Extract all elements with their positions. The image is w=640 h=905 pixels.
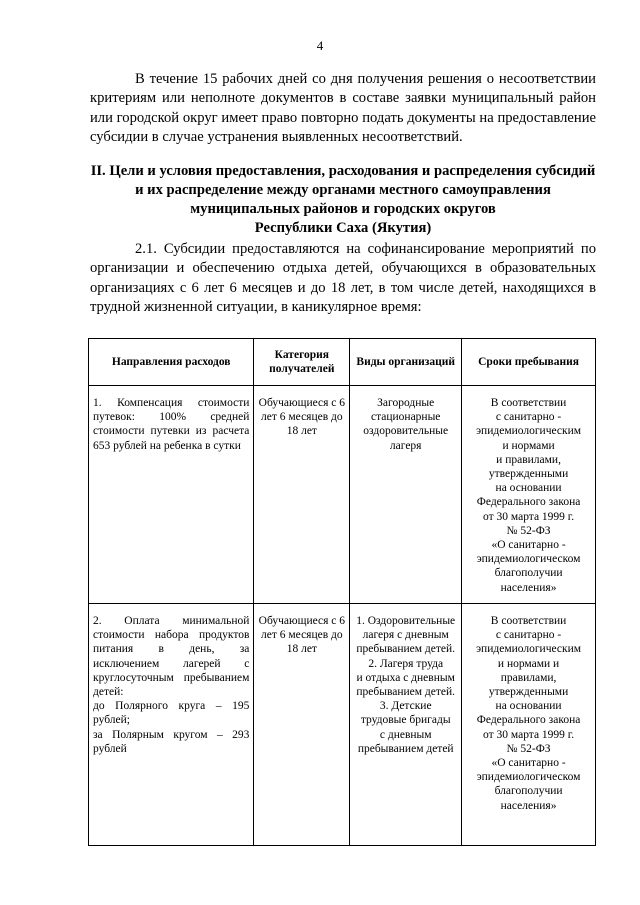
table-header-row <box>89 339 596 386</box>
table-cell: В соответствии с санитарно - эпидемиологическим и нормами и правилами, утвержденными на основании Федерального закона от 30 марта 1999 г. № 52-ФЗ «О санитарно - эпидемиологическом благополучии населения» <box>462 604 596 846</box>
header-stay-duration: Сроки пребывания <box>462 339 596 386</box>
header-organization-types: Виды организаций <box>350 339 462 386</box>
header-expense-directions: Направления расходов <box>89 339 254 386</box>
table-cell: Обучающиеся с 6 лет 6 месяцев до 18 лет <box>254 604 350 846</box>
section-heading: II. Цели и условия предоставления, расходования и распределения субсидий и их распределение между органами местного самоуправления муниципальных районов и городских округов Республики Саха (Якутия) <box>90 163 596 236</box>
table-cell: 1. Компенсация стоимости путевок: 100% средней стоимости путевки из расчета 653 рублей на ребенка в сутки <box>89 386 254 604</box>
table-cell: Загородные стационарные оздоровительные лагеря <box>350 386 462 604</box>
table-cell: В соответствии с санитарно - эпидемиологическим и нормами и правилами, утвержденными на основании Федерального закона от 30 марта 1999 г. № 52-ФЗ «О санитарно - эпидемиологическом благополучии населения» <box>462 386 596 604</box>
table-row <box>89 604 596 846</box>
page-number: 4 <box>316 38 324 53</box>
table-cell: Обучающиеся с 6 лет 6 месяцев до 18 лет <box>254 386 350 604</box>
header-recipient-category: Категория получателей <box>254 339 350 386</box>
paragraph-resubmission: В течение 15 рабочих дней со дня получения решения о несоответствии критериям или неполноте документов в составе заявки муниципальный район или городской округ имеет право повторно подать документы на предоставление субсидии в случае устранения выявленных несоответствий. <box>90 71 596 146</box>
table-cell: 2. Оплата минимальной стоимости набора продуктов питания в день, за исключением лагерей с круглосуточным пребыванием детей: до Полярного круга – 195 рублей; за Полярным кругом – 293 рублей <box>89 604 254 846</box>
expenses-table <box>88 338 596 846</box>
paragraph-subsidies: 2.1. Субсидии предоставляются на софинансирование мероприятий по организации и обеспечению отдыха детей, обучающихся в образовательных организациях с 6 лет 6 месяцев и до 18 лет, в том числе детей, находящихся в трудной жизненной ситуации, в каникулярное время: <box>90 241 596 316</box>
table-row <box>89 386 596 604</box>
table-cell: 1. Оздоровительные лагеря с дневным пребыванием детей. 2. Лагеря труда и отдыха с дневным пребыванием детей. 3. Детские трудовые бригады с дневным пребыванием детей <box>350 604 462 846</box>
